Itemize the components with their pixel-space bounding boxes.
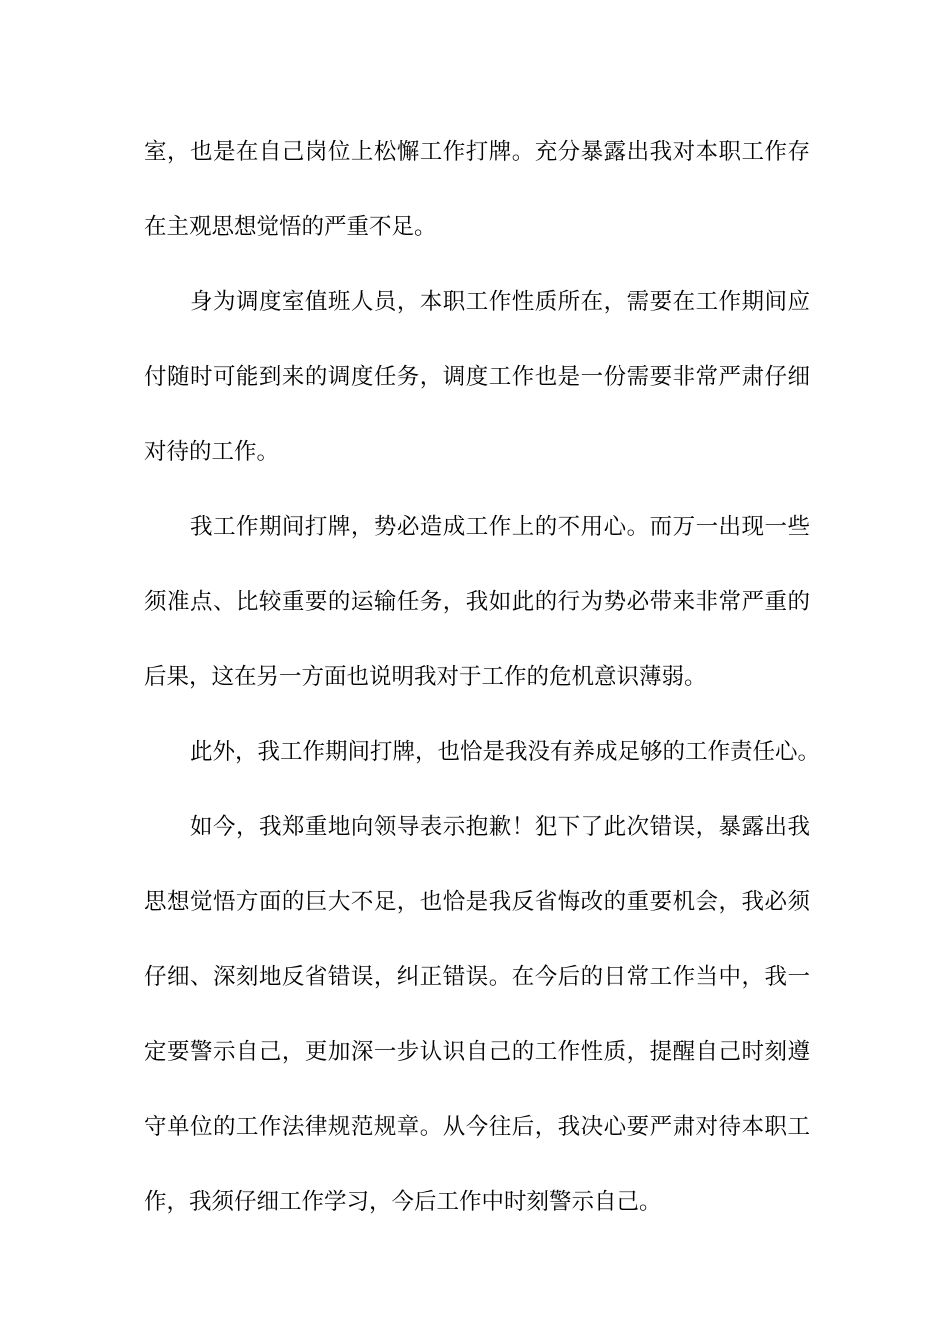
text-line: 对待的工作。 [144, 439, 280, 465]
text-line: 此外，我工作期间打牌，也恰是我没有养成足够的工作责任心。 [190, 739, 821, 765]
text-line: 在主观思想觉悟的严重不足。 [144, 214, 437, 240]
text-line: 我工作期间打牌，势必造成工作上的不用心。而万一出现一些 [190, 514, 810, 540]
text-line: 守单位的工作法律规范规章。从今往后，我决心要严肃对待本职工 [144, 1114, 810, 1140]
text-line: 定要警示自己，更加深一步认识自己的工作性质，提醒自己时刻遵 [144, 1039, 810, 1065]
text-line: 须准点、比较重要的运输任务，我如此的行为势必带来非常严重的 [144, 589, 810, 615]
text-line: 仔细、深刻地反省错误，纠正错误。在今后的日常工作当中，我一 [144, 964, 810, 990]
text-line: 后果，这在另一方面也说明我对于工作的危机意识薄弱。 [144, 664, 707, 690]
text-line: 身为调度室值班人员，本职工作性质所在，需要在工作期间应 [190, 289, 810, 315]
text-line: 作，我须仔细工作学习，今后工作中时刻警示自己。 [144, 1189, 662, 1215]
text-line: 室，也是在自己岗位上松懈工作打牌。充分暴露出我对本职工作存 [144, 139, 810, 165]
text-line: 如今，我郑重地向领导表示抱歉！犯下了此次错误，暴露出我 [190, 814, 810, 840]
text-line: 思想觉悟方面的巨大不足，也恰是我反省悔改的重要机会，我必须 [144, 889, 810, 915]
text-line: 付随时可能到来的调度任务，调度工作也是一份需要非常严肃仔细 [144, 364, 810, 390]
